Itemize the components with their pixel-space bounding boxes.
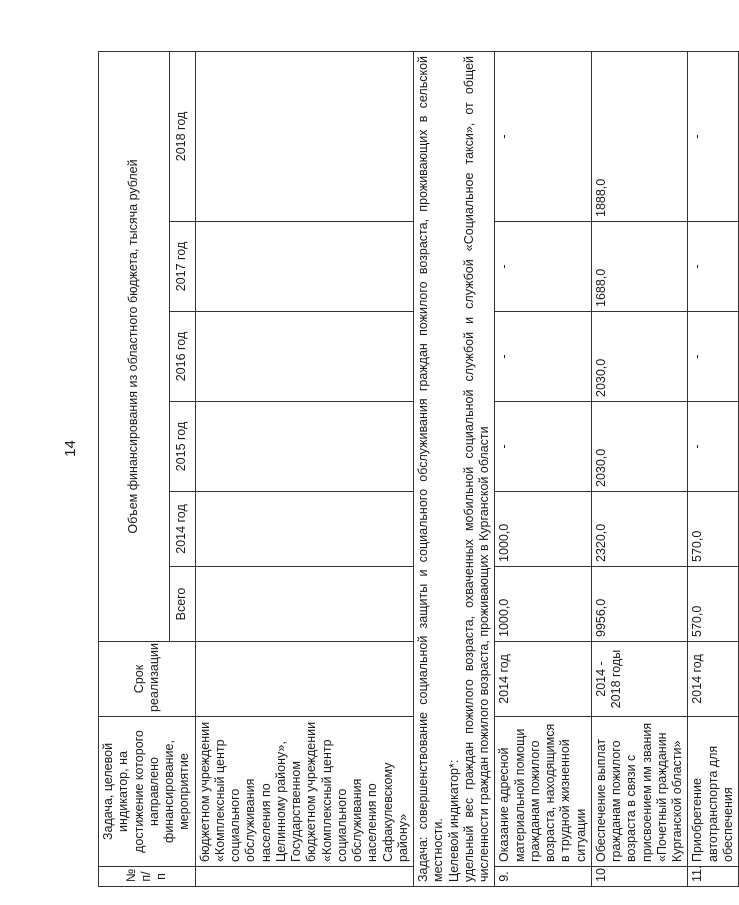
funding-table [98, 51, 739, 887]
row-num: 11. [688, 867, 739, 887]
row-2016: - [688, 312, 739, 402]
header-num: № п/п [99, 867, 196, 887]
table-row [591, 51, 688, 886]
row-2018: 1888,0 [591, 51, 688, 221]
row-2014: 570,0 [688, 492, 739, 567]
row-total: 9956,0 [591, 567, 688, 642]
row-name: Приобретение автотранспорта для обеспечения [688, 717, 739, 867]
row-2015: - [688, 402, 739, 492]
row-2018: - [495, 51, 592, 221]
row-2015: - [495, 402, 592, 492]
row-total: 570,0 [688, 567, 739, 642]
header-term: Срок реализации [99, 642, 196, 717]
row-2018: - [688, 51, 739, 221]
continuation-cell: бюджетном учреждении «Комплексный центр социального обслуживания населения по Целинному району», Государственном бюджетном учреждении «Комплексный центр социального обслуживания населения по Сафакулевскому району» [195, 717, 414, 867]
row-term: 2014 год [495, 642, 592, 717]
row-2017: - [495, 222, 592, 312]
page-number: 14 [61, 440, 79, 457]
header-funding: Объем финансирования из областного бюджета, тысяча рублей [99, 51, 170, 641]
row-total: 1000,0 [495, 567, 592, 642]
header-task: Задача, целевой индикатор, на достижение которого направлено финансирование, мероприятие [99, 717, 196, 867]
header-2016: 2016 год [169, 312, 195, 402]
row-term: 2014 - 2018 годы [591, 642, 688, 717]
task-text: Задача: совершенствование социальной защиты и социального обслуживания граждан пожилого возраста, проживающих в сельской местности. [416, 55, 446, 882]
row-2014: 1000,0 [495, 492, 592, 567]
header-2018: 2018 год [169, 51, 195, 221]
header-total: Всего [169, 567, 195, 642]
task-row [414, 51, 495, 886]
indicator-label: Целевой индикатор*: [446, 759, 461, 882]
row-name: Обеспечение выплат гражданам пожилого возраста в связи с присвоением им звания «Почетный гражданин Курганской области» [591, 717, 688, 867]
row-2015: 2030,0 [591, 402, 688, 492]
row-2017: 1688,0 [591, 222, 688, 312]
row-num: 9. [495, 867, 592, 887]
row-2016: - [495, 312, 592, 402]
table-row [195, 51, 414, 886]
table-row [495, 51, 592, 886]
row-num: 10. [591, 867, 688, 887]
indicator-text: удельный вес граждан пожилого возраста, охваченных мобильной социальной службой и службой «Социальное такси», от общей численности граждан пожилого возраста, проживающих в Курганской области [461, 55, 491, 882]
header-2014: 2014 год [169, 492, 195, 567]
header-2015: 2015 год [169, 402, 195, 492]
row-2016: 2030,0 [591, 312, 688, 402]
row-2014: 2320,0 [591, 492, 688, 567]
row-name: Оказание адресной материальной помощи гражданам пожилого возраста, находящимся в трудной жизненной ситуации [495, 717, 592, 867]
rotated-table-sheet [98, 52, 735, 887]
row-term: 2014 год [688, 642, 739, 717]
row-2017: - [688, 222, 739, 312]
table-row [688, 51, 739, 886]
header-2017: 2017 год [169, 222, 195, 312]
